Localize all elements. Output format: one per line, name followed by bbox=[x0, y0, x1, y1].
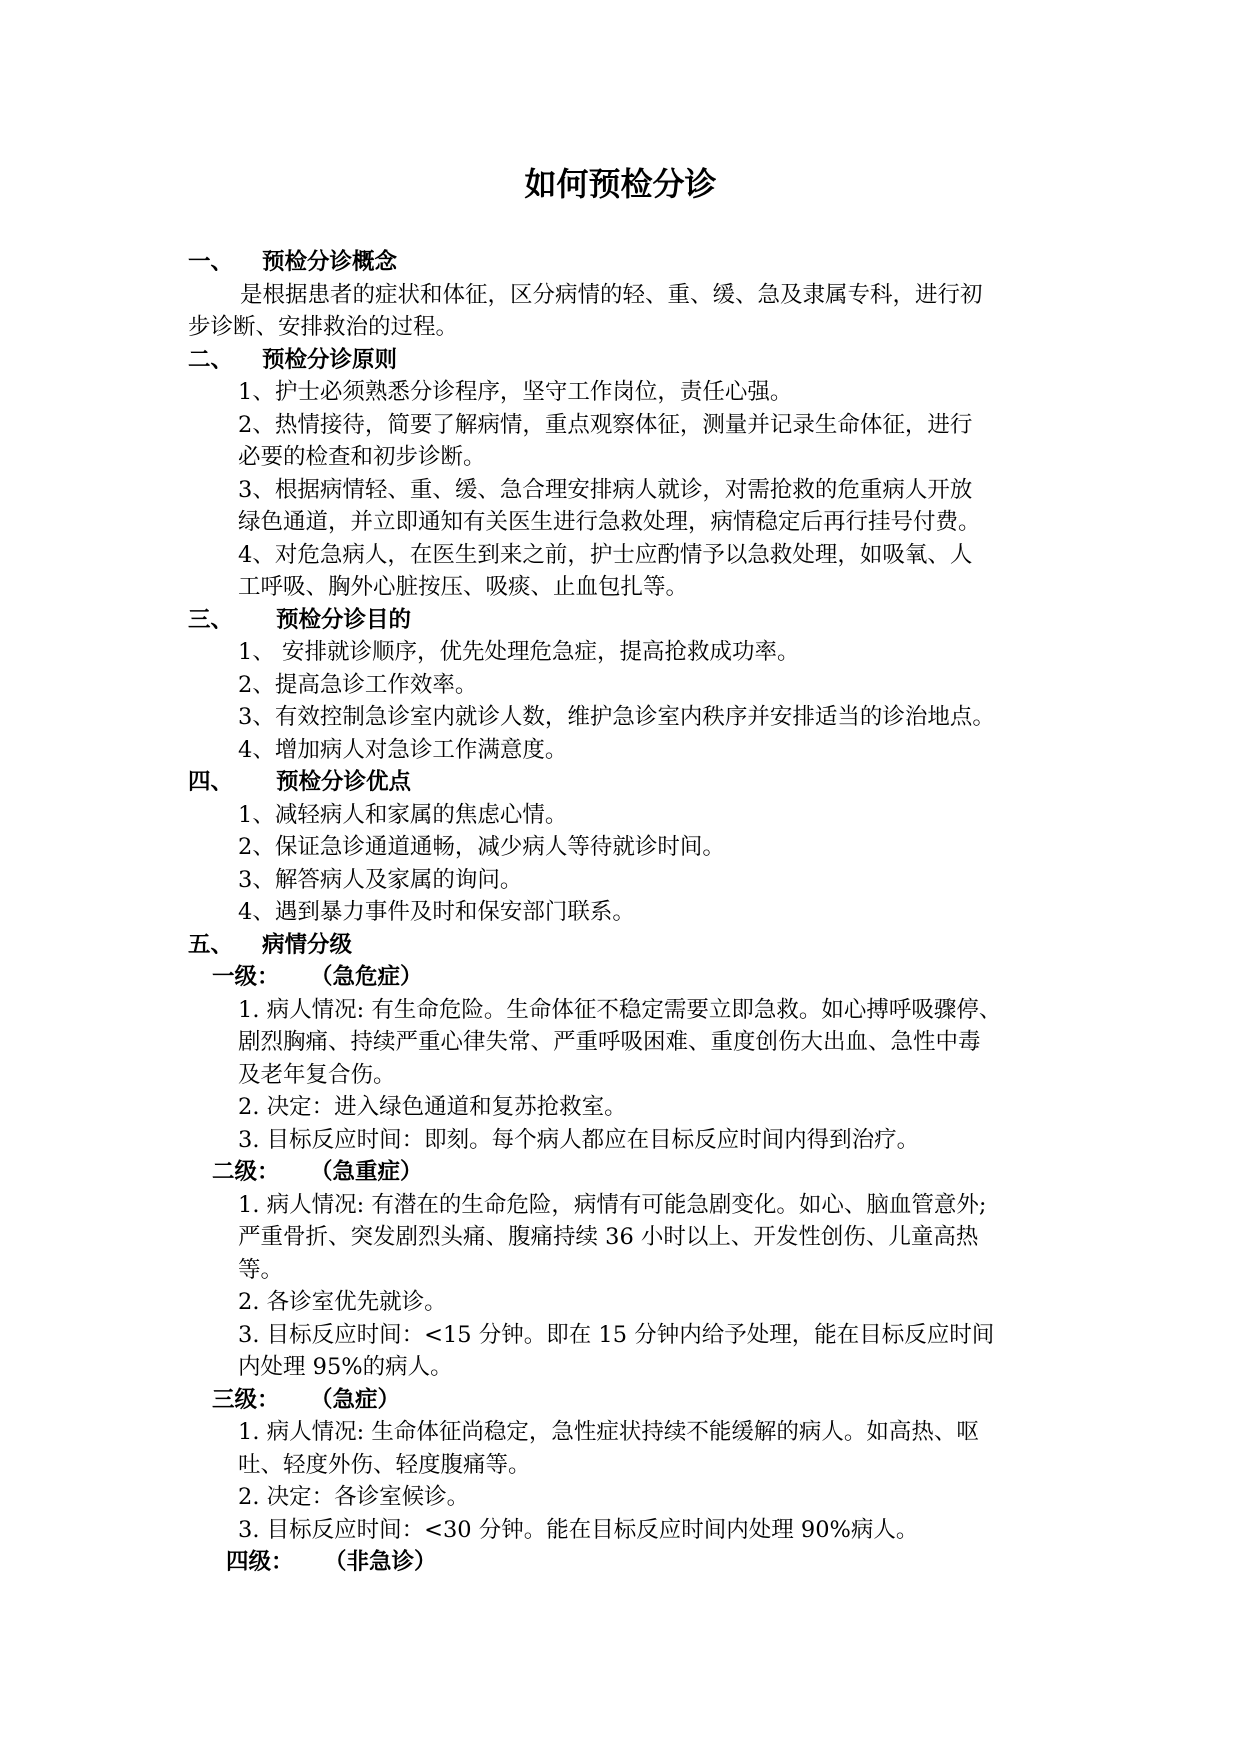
list-item: 1. 病人情况: 生命体征尚稳定，急性症状持续不能缓解的病人。如高热、呕 bbox=[238, 1419, 979, 1445]
list-item-continued: 工呼吸、胸外心脏按压、吸痰、止血包扎等。 bbox=[238, 574, 689, 600]
list-item-continued: 及老年复合伤。 bbox=[238, 1061, 396, 1088]
document-body bbox=[188, 246, 1058, 1579]
list-item: 2、保证急诊通道通畅，减少病人等待就诊时间。 bbox=[238, 834, 725, 860]
list-item: 3. 目标反应时间：即刻。每个病人都应在目标反应时间内得到治疗。 bbox=[238, 1126, 920, 1153]
paragraph-line: 步诊断、安排救治的过程。 bbox=[188, 314, 459, 340]
list-item: 4、遇到暴力事件及时和保安部门联系。 bbox=[238, 899, 635, 925]
section-number: 一、 bbox=[188, 249, 234, 275]
level-label: 三级： bbox=[212, 1386, 280, 1413]
paragraph-line: 是根据患者的症状和体征，区分病情的轻、重、缓、急及隶属专科，进行初 bbox=[240, 281, 983, 308]
level-label: 一级： bbox=[212, 964, 280, 990]
list-item: 2、提高急诊工作效率。 bbox=[238, 671, 478, 698]
list-item-continued: 吐、轻度外伤、轻度腹痛等。 bbox=[238, 1451, 531, 1478]
section-number: 五、 bbox=[188, 931, 234, 958]
list-item: 2. 决定：进入绿色通道和复苏抢救室。 bbox=[238, 1094, 627, 1120]
list-item: 1. 病人情况: 有生命危险。生命体征不稳定需要立即急救。如心搏呼吸骤停、 bbox=[238, 996, 1002, 1023]
section-title: 预检分诊目的 bbox=[276, 606, 412, 633]
section-heading bbox=[188, 246, 1058, 279]
level-heading bbox=[188, 1546, 1058, 1579]
list-item: 2. 各诊室优先就诊。 bbox=[238, 1289, 447, 1315]
list-item: 2、热情接待，简要了解病情，重点观察体征，测量并记录生命体征，进行 bbox=[238, 411, 973, 438]
level-label: 二级： bbox=[212, 1159, 280, 1185]
section-number: 三、 bbox=[188, 606, 234, 633]
section-heading bbox=[188, 604, 1058, 637]
section-number: 二、 bbox=[188, 346, 234, 373]
section-heading bbox=[188, 766, 1058, 799]
list-item-continued: 内处理 95%的病人。 bbox=[238, 1354, 453, 1380]
list-item: 4、增加病人对急诊工作满意度。 bbox=[238, 736, 568, 763]
list-item: 3、解答病人及家属的询问。 bbox=[238, 866, 523, 893]
list-item-continued: 绿色通道，并立即通知有关医生进行急救处理，病情稳定后再行挂号付费。 bbox=[238, 509, 981, 535]
list-item: 1、护士必须熟悉分诊程序，坚守工作岗位，责任心强。 bbox=[238, 379, 793, 405]
section-title: 病情分级 bbox=[262, 931, 353, 958]
section-number: 四、 bbox=[188, 769, 234, 795]
document-title: 如何预检分诊 bbox=[524, 165, 717, 203]
level-name: （急重症） bbox=[310, 1159, 423, 1185]
list-item: 4、对危急病人，在医生到来之前，护士应酌情予以急救处理，如吸氧、人 bbox=[238, 541, 973, 568]
level-name: （急危症） bbox=[310, 964, 423, 990]
level-heading bbox=[188, 961, 1058, 994]
list-item: 2. 决定：各诊室候诊。 bbox=[238, 1484, 470, 1510]
level-name: （急症） bbox=[310, 1386, 401, 1413]
list-item: 3、根据病情轻、重、缓、急合理安排病人就诊，对需抢救的危重病人开放 bbox=[238, 476, 973, 503]
section-title: 预检分诊概念 bbox=[262, 249, 398, 275]
list-item: 3、有效控制急诊室内就诊人数，维护急诊室内秩序并安排适当的诊治地点。 bbox=[238, 704, 995, 730]
list-item: 1、 安排就诊顺序，优先处理危急症，提高抢救成功率。 bbox=[238, 639, 800, 665]
list-item-continued: 必要的检查和初步诊断。 bbox=[238, 444, 486, 470]
list-item: 1. 病人情况: 有潜在的生命危险，病情有可能急剧变化。如心、脑血管意外; bbox=[238, 1191, 987, 1218]
section-heading bbox=[188, 929, 1058, 962]
section-title: 预检分诊原则 bbox=[262, 346, 398, 373]
level-heading bbox=[188, 1156, 1058, 1189]
list-item: 3. 目标反应时间：<15 分钟。即在 15 分钟内给予处理，能在目标反应时间 bbox=[238, 1321, 995, 1348]
list-item: 1、减轻病人和家属的焦虑心情。 bbox=[238, 801, 568, 828]
level-label: 四级： bbox=[226, 1549, 294, 1575]
list-item-continued: 等。 bbox=[238, 1256, 284, 1283]
list-item: 3. 目标反应时间：<30 分钟。能在目标反应时间内处理 90%病人。 bbox=[238, 1516, 919, 1543]
list-item-continued: 剧烈胸痛、持续严重心律失常、严重呼吸困难、重度创伤大出血、急性中毒 bbox=[238, 1029, 981, 1055]
level-name: （非急诊） bbox=[324, 1549, 437, 1575]
level-heading bbox=[188, 1384, 1058, 1417]
section-heading bbox=[188, 344, 1058, 377]
section-title: 预检分诊优点 bbox=[276, 769, 412, 795]
list-item-continued: 严重骨折、突发剧烈头痛、腹痛持续 36 小时以上、开发性创伤、儿童高热 bbox=[238, 1224, 979, 1250]
